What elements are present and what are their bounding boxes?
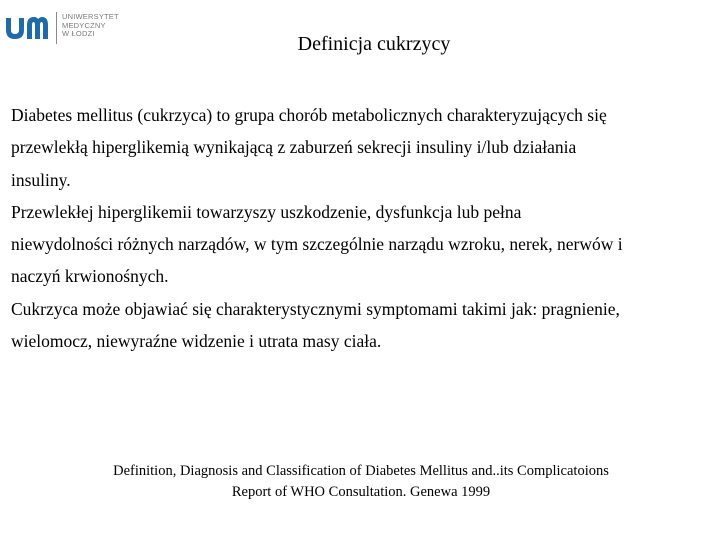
slide-title: Definicja cukrzycy: [297, 33, 451, 55]
body-line: niewydolności różnych narządów, w tym szczególnie narządu wzroku, nerek, nerwów i: [11, 234, 623, 255]
body-line: Diabetes mellitus (cukrzyca) to grupa chorób metabolicznych charakteryzujących się: [11, 105, 607, 125]
logo-line: MEDYCZNY: [62, 20, 106, 30]
slide-body: [11, 99, 716, 357]
logo-line: W ŁODZI: [62, 29, 95, 38]
body-line: przewlekłą hiperglikemią wynikającą z zaburzeń sekrecji insuliny i/lub działania: [11, 137, 577, 158]
citation-line-1: Definition, Diagnosis and Classification of Diabetes Mellitus and..its Complicatoions: [113, 463, 609, 479]
body-line: insuliny.: [11, 169, 71, 190]
body-line: wielomocz, niewyraźne widzenie i utrata masy ciała.: [11, 331, 382, 352]
body-line: naczyń krwionośnych.: [11, 266, 169, 287]
body-line: Cukrzyca może objawiać się charakterystycznymi symptomami takimi jak: pragnienie,: [11, 298, 620, 319]
source-citation: [0, 461, 720, 502]
citation-line-2: Report of WHO Consultation. Genewa 1999: [231, 483, 491, 500]
body-line: Przewlekłej hiperglikemii towarzyszy uszkodzenie, dysfunkcja lub pełna: [11, 201, 522, 222]
logo-line: UNIWERSYTET: [62, 12, 119, 21]
